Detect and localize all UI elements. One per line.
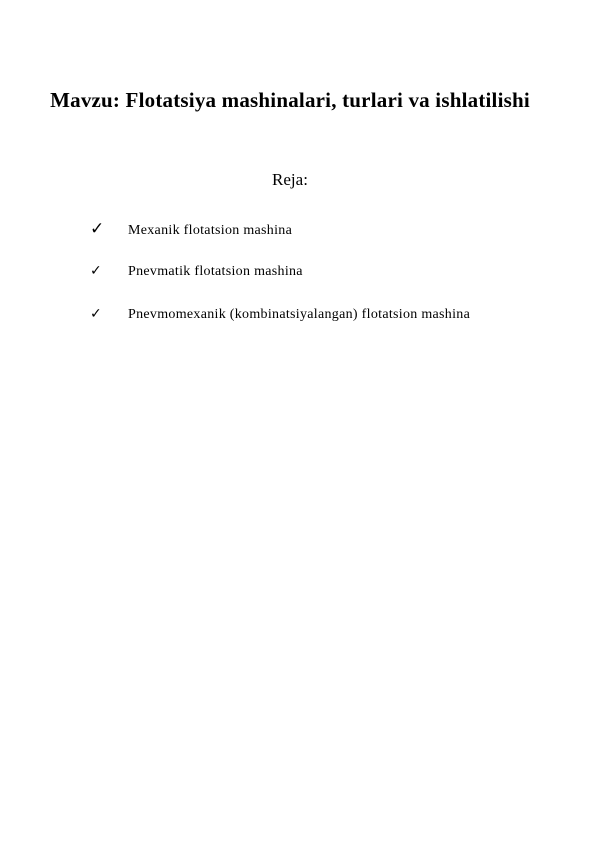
- list-item-text: Pnevmatik flotatsion mashina: [128, 264, 303, 279]
- plan-heading: Reja:: [272, 170, 308, 189]
- list-item: [90, 305, 570, 325]
- list-item-text: Mexanik flotatsion mashina: [128, 223, 293, 238]
- check-mark-icon: ✓: [90, 263, 102, 279]
- list-item-text: Pnevmomexanik (kombinatsiyalangan) flotatsion mashina: [128, 307, 471, 322]
- check-mark-icon: ✓: [90, 219, 105, 239]
- list-item: [90, 262, 570, 282]
- list-item: [90, 220, 570, 240]
- document-title: Mavzu: Flotatsiya mashinalari, turlari va ishlatilishi: [50, 88, 530, 112]
- check-mark-icon: ✓: [90, 306, 102, 322]
